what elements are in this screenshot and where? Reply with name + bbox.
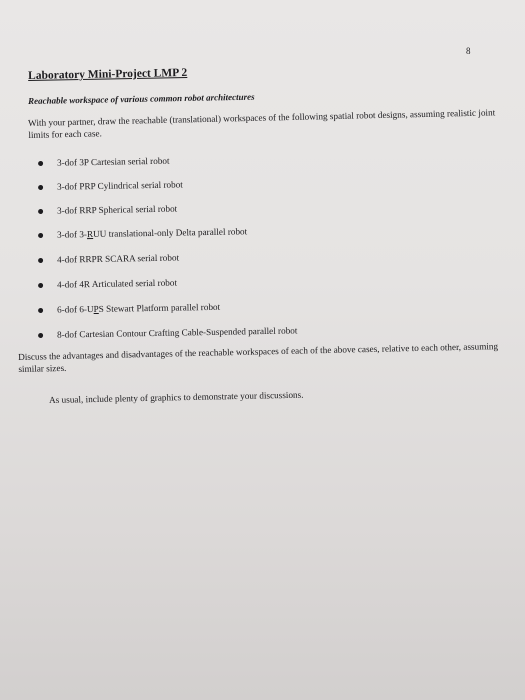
list-item bbox=[38, 156, 170, 168]
list-item-text: 3-dof PRP Cylindrical serial robot bbox=[56, 179, 183, 192]
list-item-text-part: 3-dof 3- bbox=[56, 229, 88, 240]
lab-heading: Laboratory Mini-Project LMP 2 bbox=[28, 66, 188, 82]
bullet-icon bbox=[38, 257, 43, 262]
page-number: 8 bbox=[466, 46, 471, 56]
list-item-text: 3-dof RRP Spherical serial robot bbox=[56, 203, 178, 216]
list-item-text: 4-dof 4R Articulated serial robot bbox=[56, 277, 178, 290]
list-item bbox=[38, 278, 177, 290]
bullet-icon bbox=[38, 208, 43, 213]
list-item bbox=[38, 226, 247, 240]
list-item bbox=[38, 253, 179, 265]
list-item-text: 3-dof 3P Cartesian serial robot bbox=[56, 155, 170, 168]
intro-paragraph: With your partner, draw the reachable (translational) workspaces of the following spatial robot designs, assuming realistic joint limits for each case. bbox=[28, 107, 496, 140]
bullet-icon bbox=[38, 282, 43, 287]
list-item-text: 8-dof Cartesian Contour Crafting Cable-Suspended parallel robot bbox=[56, 325, 298, 340]
bullet-icon bbox=[38, 307, 43, 312]
lab-subtitle: Reachable workspace of various common robot architectures bbox=[28, 91, 255, 106]
bullet-icon bbox=[38, 332, 43, 337]
list-item-text bbox=[57, 302, 220, 315]
list-item-text-part: 6-dof 6-U bbox=[56, 304, 94, 315]
list-item-text-part: S Stewart Platform parallel robot bbox=[98, 301, 221, 314]
bullet-icon bbox=[38, 160, 43, 165]
list-item bbox=[38, 302, 220, 315]
list-item-text-underlined: P bbox=[93, 303, 99, 315]
list-item bbox=[38, 179, 183, 192]
closing-paragraph: As usual, include plenty of graphics to demonstrate your discussions. bbox=[49, 389, 304, 405]
list-item-text-part: UU translational-only Delta parallel robot bbox=[92, 226, 248, 240]
bullet-icon bbox=[38, 184, 43, 189]
discussion-paragraph: Discuss the advantages and disadvantages of the reachable workspaces of each of the above cases, relative to each other, assuming similar sizes. bbox=[18, 341, 499, 374]
list-item bbox=[38, 204, 177, 216]
list-item-text bbox=[57, 226, 247, 239]
list-item bbox=[38, 325, 297, 340]
list-item-text: 4-dof RRPR SCARA serial robot bbox=[56, 252, 180, 265]
list-item-text-underlined: R bbox=[86, 229, 94, 240]
bullet-icon bbox=[38, 232, 43, 237]
